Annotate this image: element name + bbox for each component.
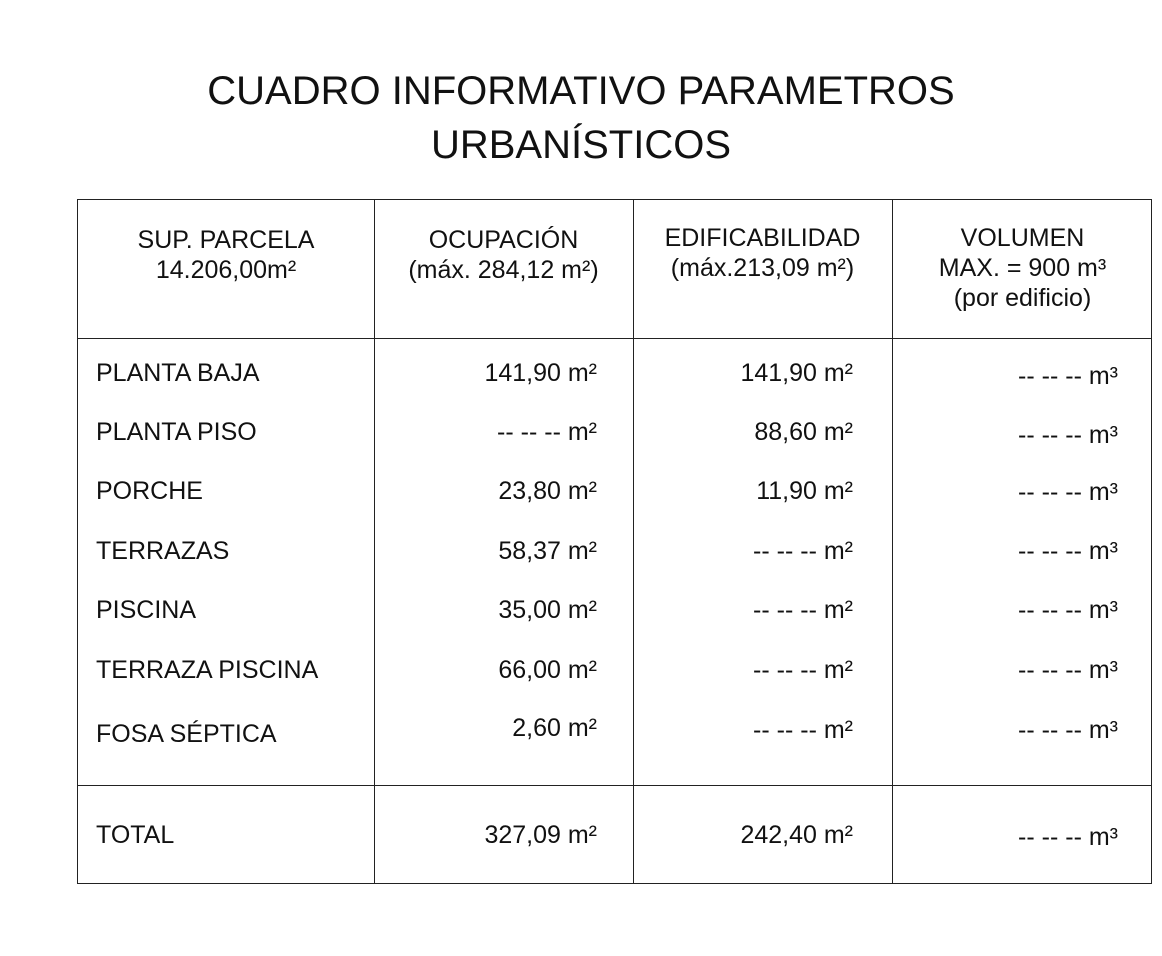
title-line-1: CUADRO INFORMATIVO PARAMETROS xyxy=(207,69,955,113)
row-label: PLANTA PISO xyxy=(96,418,257,446)
row-ocupacion: 23,80 m² xyxy=(498,477,597,505)
header-ocupacion-max: (máx. 284,12 m²) xyxy=(408,256,599,284)
total-ocupacion: 327,09 m² xyxy=(484,821,597,849)
row-edificabilidad: 11,90 m² xyxy=(756,477,853,505)
title-line-2: URBANÍSTICOS xyxy=(430,123,732,167)
row-ocupacion: 66,00 m² xyxy=(498,656,597,684)
header-edificabilidad-max: (máx.213,09 m²) xyxy=(670,254,855,282)
row-label: PORCHE xyxy=(96,477,203,505)
row-edificabilidad: 141,90 m² xyxy=(740,359,853,387)
row-ocupacion: 2,60 m² xyxy=(512,714,597,742)
row-volumen: -- -- -- m³ xyxy=(1018,362,1118,390)
header-ocupacion-label: OCUPACIÓN xyxy=(428,226,579,254)
row-label: PISCINA xyxy=(96,596,197,624)
row-edificabilidad: 88,60 m² xyxy=(754,418,853,446)
row-ocupacion: 35,00 m² xyxy=(498,596,597,624)
header-volumen-max: MAX. = 900 m³ xyxy=(938,254,1107,282)
page-title xyxy=(0,64,1162,172)
row-volumen: -- -- -- m³ xyxy=(1018,596,1118,624)
header-volumen-note: (por edificio) xyxy=(953,284,1092,312)
row-edificabilidad: -- -- -- m² xyxy=(753,656,853,684)
row-edificabilidad: -- -- -- m² xyxy=(753,716,853,744)
row-volumen: -- -- -- m³ xyxy=(1018,656,1118,684)
header-edificabilidad xyxy=(633,223,892,283)
parameters-table xyxy=(77,199,1152,884)
header-divider xyxy=(78,338,1151,339)
row-ocupacion: 141,90 m² xyxy=(484,359,597,387)
row-volumen: -- -- -- m³ xyxy=(1018,716,1118,744)
header-sup-parcela-label: SUP. PARCELA xyxy=(137,226,315,254)
total-edificabilidad: 242,40 m² xyxy=(740,821,853,849)
row-label: TERRAZAS xyxy=(96,537,230,565)
row-ocupacion: 58,37 m² xyxy=(498,537,597,565)
header-sup-parcela xyxy=(78,225,374,285)
header-volumen xyxy=(892,223,1153,313)
header-edificabilidad-label: EDIFICABILIDAD xyxy=(664,224,861,252)
row-ocupacion: -- -- -- m² xyxy=(497,418,597,446)
header-volumen-label: VOLUMEN xyxy=(960,224,1085,252)
total-divider xyxy=(78,785,1151,786)
row-label: FOSA SÉPTICA xyxy=(96,720,277,748)
total-label: TOTAL xyxy=(96,821,175,849)
row-edificabilidad: -- -- -- m² xyxy=(753,596,853,624)
row-edificabilidad: -- -- -- m² xyxy=(753,537,853,565)
row-label: PLANTA BAJA xyxy=(96,359,260,387)
header-ocupacion xyxy=(374,225,633,285)
row-volumen: -- -- -- m³ xyxy=(1018,478,1118,506)
row-label: TERRAZA PISCINA xyxy=(96,656,319,684)
header-sup-parcela-value: 14.206,00m² xyxy=(155,256,297,284)
row-volumen: -- -- -- m³ xyxy=(1018,421,1118,449)
total-volumen: -- -- -- m³ xyxy=(1018,823,1118,851)
row-volumen: -- -- -- m³ xyxy=(1018,537,1118,565)
